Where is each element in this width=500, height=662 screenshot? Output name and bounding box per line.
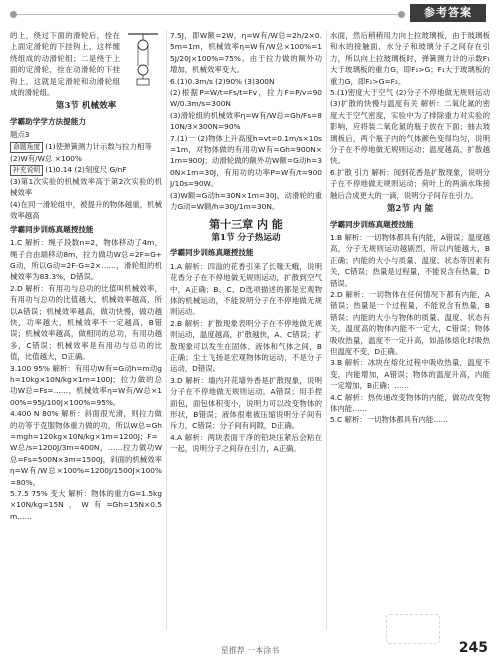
answer-line: (2)W有/W总 ×100% bbox=[10, 153, 83, 163]
header-title: 参考答案 bbox=[410, 4, 486, 22]
answer-item: 7.5J，即W额=2W，η=W有/W总=2h/2×0.5m=1m，机械效率η=W有/W总×100%=15J/20J×100%=75%。由于拉力做的额外功增加，机械效率变大。 bbox=[170, 31, 322, 75]
answer-item: 水面，然后稍稍用力向上拉玻璃板，由于玻璃板和水的接触面，水分子和玻璃分子之间存在引力，所以向上拉玻璃板时，弹簧测力计的示数F₁大于玻璃板的重力G，即F₁>G；F₁大于玻璃板的重力G，即F₁>G=F₂。 bbox=[330, 31, 490, 86]
answer-item: (3)滑轮组的机械效率η=W有/W总=Gh/Fs=810N/3×300N=90% bbox=[170, 110, 322, 132]
header-rule bbox=[14, 14, 405, 15]
column-1 bbox=[10, 30, 162, 630]
pulley-diagram-icon bbox=[124, 32, 162, 86]
page-number: 245 bbox=[458, 640, 488, 656]
topic-label: 题点3 bbox=[10, 130, 30, 140]
answer-item: 4.C 解析：热传递改变物体的内能，做功改变物体内能…… bbox=[330, 392, 490, 413]
assist-heading: 学霸助学学方法提能力 bbox=[10, 116, 86, 126]
answer-line: (4)在同一滑轮组中，被提升的物体越重，机械效率越高 bbox=[10, 199, 162, 221]
section-heading: 第3节 机械效率 bbox=[55, 101, 117, 112]
angle-tag: 命题角度 bbox=[10, 142, 43, 153]
answer-line: (3)第1次实验的机械效率高于第2次实验的机械效率 bbox=[10, 177, 162, 198]
section-heading: 第1节 分子热运动 bbox=[211, 232, 281, 243]
watermark-stamp bbox=[386, 614, 440, 644]
answer-item: 1.C 解析：绳子段数n=2，物体移动了4m，绳子自由端移动8m，拉力做功W总=2F=G+G动，所以G动=2F-G=2×……，滑轮组的机械效率为83.3%，D错误。 bbox=[10, 238, 162, 282]
answer-item: 2.B 解析：扩散现象表明分子在不停地做无规则运动，温度越高，扩散越快，A、C错误；扩散现象可以发生在固体、液体和气体之间，B正确；尘土飞扬是宏观物体的运动，不是分子运动，D错误。 bbox=[170, 318, 322, 374]
section-heading: 第2节 内 能 bbox=[386, 204, 434, 215]
column-2 bbox=[170, 30, 322, 630]
column-3 bbox=[330, 30, 490, 630]
guide-heading: 学霸同步训练真题授技能 bbox=[330, 219, 414, 229]
answer-item: 3.100 95% 解析：有用功W有=G动h=m动gh=10kg×10N/kg×1m=100J；拉力做的总功W总=Fs=……，机械效率η=W有/W总×100%=95J/100J×100%=95%。 bbox=[10, 363, 162, 407]
answer-item: 2.D 解析：有用功与总功的比值叫机械效率，有用功与总功的比值越大，机械效率越高，所以A错误；机械效率越高，做功快慢，做功越快，功率越大，机械效率不一定越高，B错误；机械效率越高，做相同的总功，有用功越多，C错误；机械效率是有用功与总功的比值，比值越大，D正确。 bbox=[10, 283, 162, 362]
answer-item: 5.7.5 75% 变大 解析：物体的重力G=1.5kg×10N/kg=15N，W有=Gh=15N×0.5m…… bbox=[10, 489, 162, 521]
column-divider bbox=[326, 30, 327, 630]
intro-text: 的上，绕过下面的滑轮后，拴在上面定滑轮的下挂钩上，这样缠绕组成的动滑轮组；二是绕于上面的定滑轮，拴在动滑轮的下挂钩上，这就是定滑轮和动滑轮组成的滑轮组。 bbox=[10, 31, 120, 98]
answer-item: 4.A 解析：两块表面干净的铅块压紧后会粘在一起，说明分子之间存在引力，A正确。 bbox=[170, 432, 322, 454]
column-divider bbox=[166, 30, 167, 630]
answer-item: 1.A 解析：四溢的花香引来了长喙天蛾，说明花香分子在不停地做无规则运动，扩散到空气中，A正确；B、C、D选项描述的都是宏观物体的机械运动，不能说明分子在不停地做无规则运动。 bbox=[170, 261, 322, 317]
answer-item: 1.B 解析：一切物体都具有内能，A错误；温度越高，分子无规则运动越剧烈，所以内能越大，B正确；内能的大小与质量、温度、状态等因素有关，C错误；热量是过程量，不能说含有热量，D错误。 bbox=[330, 232, 490, 288]
answer-item: 6.(1)0.3m/s (2)90% (3)300N bbox=[170, 76, 275, 86]
answer-item: 2.D 解析：一切物体在任何情况下都有内能，A错误；热量是一个过程量，不能说含有热量，B错误；内能的大小与物体的质量、温度、状态有关，温度高的物体内能不一定大，C错误；物体吸收热量，温度不一定升高，如晶体熔化时吸热但温度不变，D正确。 bbox=[330, 289, 490, 356]
answer-item: 7.(1)一 (2)物体上升高度h=vt=0.1m/s×10s=1m，对物体做的有用功W有=Gh=900N×1m=900J；动滑轮做的额外功W额=G动h=30N×1m=30J，有用功的功率P=W有/t=900J/10s=90W。 bbox=[170, 133, 322, 189]
answer-item: 6.扩散 引力 解析：闻到花香是扩散现象，说明分子在不停地做无规则运动；荷叶上的两滴水珠接触后合成更大的一滴，说明分子间存在引力。 bbox=[330, 167, 490, 200]
chapter-heading: 第十三章 内 能 bbox=[209, 217, 283, 231]
answer-item: 4.400 N 80% 解析：斜面很光滑，则拉力做的功等于克服物体重力做的功，所以W总=Gh=mgh=120kg×10N/kg×1m=1200J；F=W总/s=1200J/3m=400N，……拉力做功W总=Fs=500N×3m=1500J，斜面的机械效率η=W有/W总×100%=1200J/1500J×100%=80%。 bbox=[10, 409, 162, 487]
answer-page bbox=[10, 30, 490, 630]
answer-item: 5.C 解析：一切物体都具有内能…… bbox=[330, 415, 449, 425]
answer-item: 5.(1)密度大于空气 (2)分子不停地做无规则运动 (3)扩散的快慢与温度有关 解析：二氧化氮的密度大于空气密度，实验中为了排除重力对实验的影响，应将装二氧化氮的瓶子放在下面；抽去玻璃板后，两个瓶子内的气体颜色变得均匀，说明分子在不停地做无规则运动；温度越高，扩散越快。 bbox=[330, 88, 490, 166]
guide-heading: 学霸同步训练真题授技能 bbox=[170, 248, 254, 258]
guide-heading: 学霸同步训练真题授技能 bbox=[10, 224, 94, 234]
header-dot-icon bbox=[398, 11, 405, 18]
answer-item: 3.D 解析：墙内开花墙外香是扩散现象，说明分子在不停地做无规则运动，A错误；用手捏面包，面包体积变小，说明力可以改变物体的形状，B错误；液体很难被压缩说明分子间有斥力，C错误；分子间有间隙，D正确。 bbox=[170, 375, 322, 431]
answer-line: 命题角度 (1)使弹簧测力计示数与拉力相等 bbox=[10, 141, 162, 153]
answer-item: (3)W额=G动h=30N×1m=30J，动滑轮的重力G动=W额/h=30J/1m=30N。 bbox=[170, 190, 322, 212]
answer-item: 3.B 解析：冰块在熔化过程中吸收热量，温度不变，内能增加，A错误；物体的温度升高，内能一定增加，B正确；…… bbox=[330, 358, 490, 391]
answer-line: 补充说明 (1)0.14 (2)刻度尺 G/nF bbox=[10, 164, 162, 176]
supplement-tag: 补充说明 bbox=[10, 165, 43, 176]
header-dot-icon bbox=[10, 11, 17, 18]
answer-item: (2)根据P=W/t=Fs/t=Fv，拉力F=P/v=90W/0.3m/s=300N bbox=[170, 88, 322, 109]
page-footer: 星推荐 一本涂书 bbox=[220, 646, 280, 655]
page-header bbox=[0, 0, 500, 24]
